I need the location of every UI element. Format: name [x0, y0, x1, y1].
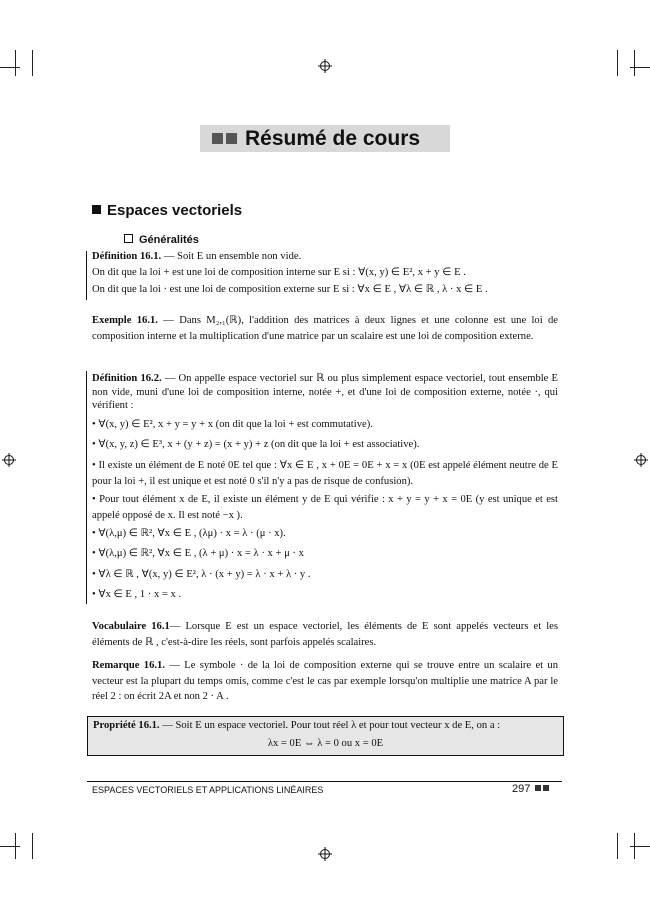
square-bullet-icon	[226, 133, 237, 144]
page-title	[200, 125, 450, 152]
vocabulary-16-1: Vocabulaire 16.1— Lorsque E est un espace vectoriel, les éléments de E sont appelés vecteurs et les éléments de ℝ , c'est-à-dire les réels, sont parfois appelés scalaires.	[92, 621, 559, 648]
registration-mark-icon	[318, 59, 332, 73]
definition-16-1-heading: Définition 16.1. — Soit E un ensemble non vide.	[92, 251, 302, 262]
property-16-1-formula: λx = 0E ⇔ λ = 0 ou x = 0E	[267, 738, 384, 749]
definition-bar	[86, 371, 87, 604]
section-heading: Espaces vectoriels	[92, 202, 242, 219]
square-bullet-icon	[535, 785, 541, 791]
definition-16-1-line: On dit que la loi · est une loi de composition externe sur E si : ∀x ∈ E , ∀λ ∈ ℝ , λ · x ∈ E .	[92, 284, 488, 295]
page-title-text: Résumé de cours	[245, 127, 421, 150]
definition-16-2-item: • ∀(λ,μ) ∈ ℝ², ∀x ∈ E , (λμ) · x = λ · (μ · x).	[92, 528, 286, 539]
definition-16-2-intro: Définition 16.2. — On appelle espace vectoriel sur ℝ ou plus simplement espace vectoriel, tout ensemble E non vide, muni d'une loi de composition interne, notée +, et d'une loi de composition externe, notée ·, qui vérifient :	[92, 373, 558, 411]
definition-16-1-line: On dit que la loi + est une loi de composition interne sur E si : ∀(x, y) ∈ E², x + y ∈ E .	[92, 267, 466, 278]
definition-bar	[86, 251, 87, 300]
subsection-heading: Généralités	[124, 234, 199, 246]
page-number: 297	[512, 783, 549, 795]
property-16-1-box	[87, 716, 564, 756]
square-bullet-icon	[92, 205, 101, 214]
definition-16-2-item: • ∀x ∈ E , 1 · x = x .	[92, 589, 182, 600]
definition-16-2-item: • ∀λ ∈ ℝ , ∀(x, y) ∈ E², λ · (x + y) = λ · x + λ · y .	[92, 569, 311, 580]
definition-16-2-item: • ∀(x, y) ∈ E², x + y = y + x (on dit que la loi + est commutative).	[92, 419, 373, 430]
footer-chapter: ESPACES VECTORIELS ET APPLICATIONS LINÉAIRES	[92, 785, 324, 795]
square-bullet-icon	[543, 785, 549, 791]
definition-16-2-item: • Pour tout élément x de E, il existe un élément y de E qui vérifie : x + y = y + x = 0E (y est unique et est appelé opposé de x. Il est noté −x ).	[92, 494, 558, 521]
example-16-1: Exemple 16.1. — Dans M₂,₁(ℝ), l'addition des matrices à deux lignes et une colonne est une loi de composition interne et la multiplication d'une matrice par un scalaire est une loi de composition externe.	[92, 315, 558, 342]
square-bullet-icon	[212, 133, 223, 144]
property-16-1-statement: Propriété 16.1. — Soit E un espace vectoriel. Pour tout réel λ et pour tout vecteur x de E, on a :	[93, 720, 501, 731]
footer-divider	[87, 781, 562, 782]
definition-16-2-item: • ∀(λ,μ) ∈ ℝ², ∀x ∈ E , (λ + μ) · x = λ · x + μ · x	[92, 548, 304, 559]
registration-mark-icon	[318, 847, 332, 861]
remark-16-1: Remarque 16.1. — Le symbole · de la loi de composition externe qui se trouve entre un scalaire et un vecteur est la plupart du temps omis, comme c'est le cas par exemple lorsqu'on multiplie une matrice A par le réel 2 : on écrit 2A et non 2 · A .	[92, 660, 559, 702]
definition-16-2-item: • ∀(x, y, z) ∈ E³, x + (y + z) = (x + y) + z (on dit que la loi + est associative).	[92, 439, 420, 450]
registration-mark-icon	[634, 453, 648, 467]
registration-mark-icon	[2, 453, 16, 467]
checkbox-bullet-icon	[124, 234, 133, 243]
definition-16-2-item: • Il existe un élément de E noté 0E tel que : ∀x ∈ E , x + 0E = 0E + x = x (0E est appelé élément neutre de E pour la loi +, il est unique et est noté 0 s'il n'y a pas de risque de confusion).	[92, 460, 558, 487]
